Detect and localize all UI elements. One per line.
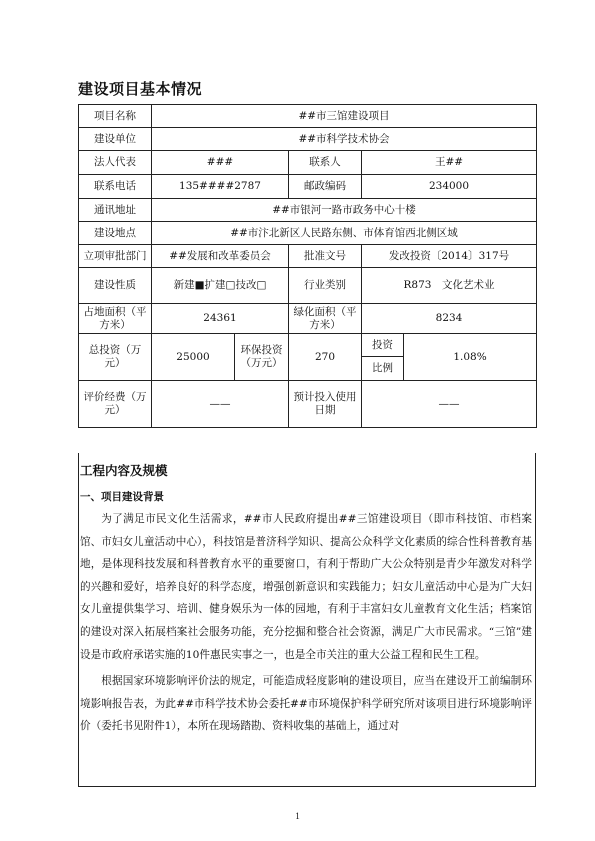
postcode-value: 234000 (362, 175, 537, 199)
contact-label: 联系人 (289, 151, 362, 175)
ratio-label (362, 334, 404, 381)
green-value: 8234 (362, 304, 537, 334)
ratio-label-bottom: 比例 (372, 362, 393, 374)
legal-rep-label: 法人代表 (79, 151, 152, 175)
industry-label: 行业类别 (289, 268, 362, 304)
invest-label: 总投资（万元） (79, 334, 152, 381)
paragraph-eia: 根据国家环境影响评价法的规定，可能造成轻度影响的建设项目，应当在建设开工前编制环境影响报告表，为此##市科学技术协会委托##市环境保护科学研究所对该项目进行环境影响评价（委托书见附件1），本所在现场踏勘、资料收集的基础上，通过对 (80, 675, 532, 733)
project-name-value: ##市三馆建设项目 (152, 105, 537, 128)
nature-value: 新建■扩建□技改□ (152, 268, 289, 304)
section-subtitle: 一、项目建设背景 (80, 491, 164, 503)
eval-fee-value: —— (152, 381, 289, 428)
phone-value: 135####2787 (152, 175, 289, 199)
table-row (79, 304, 537, 334)
date-label: 预计投入使用日期 (289, 381, 362, 428)
approval-dept-label: 立项审批部门 (79, 245, 152, 268)
table-row (79, 105, 537, 128)
approval-dept-value: ##发展和改革委员会 (152, 245, 289, 268)
legal-rep-value: ### (152, 151, 289, 175)
page-number: 1 (295, 811, 300, 821)
table-row (79, 175, 537, 199)
contact-value: 王## (362, 151, 537, 175)
date-value: —— (362, 381, 537, 428)
paragraph-background: 为了满足市民文化生活需求，##市人民政府提出##三馆建设项目（即市科技馆、市档案馆、市妇女儿童活动中心），科技馆是普济科学知识、提高公众科学文化素质的综合性科普教育基地，是体现科技发展和科普教育水平的重要窗口，有利于帮助广大公众特别是青少年激发对科学的兴趣和爱好，培养良好的科学态度，增强创新意识和实践能力；妇女儿童活动中心是为广大妇女儿童提供集学习、培训、健身娱乐为一体的园地，有利于丰富妇女儿童教育文化生活；档案馆的建设对深入拓展档案社会服务功能，充分挖掘和整合社会资源，满足广大市民需求。“三馆”建设是市政府承诺实施的10件惠民实事之一，也是全市关注的重大公益工程和民生工程。 (80, 513, 532, 661)
area-value: 24361 (152, 304, 289, 334)
address-value: ##市银河一路市政务中心十楼 (152, 199, 537, 222)
address-label: 通讯地址 (79, 199, 152, 222)
table-row (79, 381, 537, 428)
green-label: 绿化面积（平方米） (289, 304, 362, 334)
table-row (79, 128, 537, 151)
ratio-value: 1.08% (404, 334, 537, 381)
ratio-label-top: 投资 (362, 334, 403, 357)
table-row (79, 268, 537, 304)
postcode-label: 邮政编码 (289, 175, 362, 199)
table-row (79, 222, 537, 245)
table-row (79, 151, 537, 175)
phone-label: 联系电话 (79, 175, 152, 199)
project-info-table (78, 104, 537, 428)
env-invest-label: 环保投资（万元） (235, 334, 289, 381)
section-title: 工程内容及规模 (80, 463, 168, 478)
approval-no-value: 发改投资〔2014〕317号 (362, 245, 537, 268)
env-invest-value: 270 (289, 334, 362, 381)
table-row (79, 245, 537, 268)
page-title: 建设项目基本情况 (78, 80, 203, 98)
table-row (79, 199, 537, 222)
builder-label: 建设单位 (79, 128, 152, 151)
location-value: ##市汴北新区人民路东侧、市体育馆西北侧区域 (152, 222, 537, 245)
builder-value: ##市科学技术协会 (152, 128, 537, 151)
area-label: 占地面积（平方米） (79, 304, 152, 334)
eval-fee-label: 评价经费（万元） (79, 381, 152, 428)
nature-label: 建设性质 (79, 268, 152, 304)
location-label: 建设地点 (79, 222, 152, 245)
project-name-label: 项目名称 (79, 105, 152, 128)
approval-no-label: 批准文号 (289, 245, 362, 268)
invest-value: 25000 (152, 334, 235, 381)
industry-value: R873 文化艺术业 (362, 268, 537, 304)
table-row (79, 334, 537, 381)
